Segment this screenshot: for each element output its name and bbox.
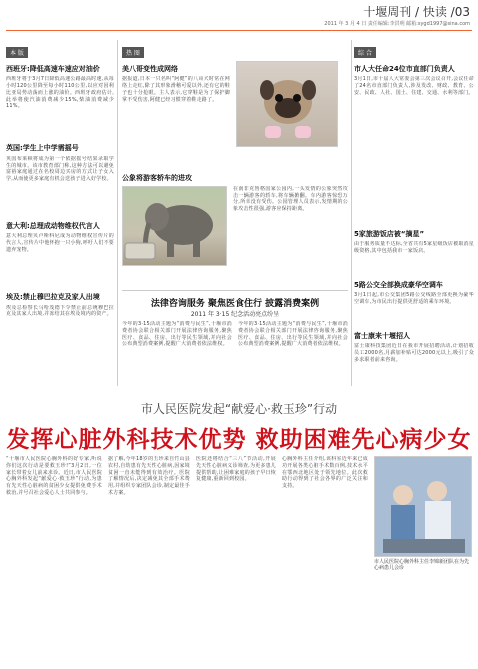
elephant-body: 在南非克鲁格国家公园内,一头发情的公象突然攻击一辆游客的轿车,将车辆掀翻。车内游客惊恐万分,所幸没有受伤。公园管理人员表示,发情期的公象攻击性很强,游客应保持距离。 — [233, 185, 348, 213]
feature-column — [122, 40, 348, 348]
article-headline: 西班牙:降低高速车速应对油价 — [6, 65, 100, 73]
dog-body: 据报道,日本一只名叫“阿健”的八哥犬时常在网络上走红,除了其形象滑稽可爱以外,还有它的鞋子也十分抢眼。主人表示,它穿鞋是为了保护脚掌不受伤害,阿健已经习惯穿着鞋走路了。 — [122, 76, 230, 103]
local-news-column — [354, 40, 474, 383]
bottom-column — [6, 456, 102, 661]
article-headline: 英国:学生上中学需摇号 — [6, 144, 79, 153]
column-divider — [117, 40, 118, 386]
bottom-body: “十堰市人民医院心胸外科的好专家,听说你们这次行动是要救玉珍!”3月2日,一位家长带着女儿前来求诊。近日,市人民医院心胸外科发起“献爱心·救玉珍”行动,为患有先天性心脏病的贫困少女提供免费手术救治,并号召社会爱心人士共同参与。 — [6, 456, 102, 496]
article-body: 意大利总理贝卢斯科尼成为动物维权宣传片的代言人,宣传片中他怀抱一只小狗,呼吁人们不要遗弃宠物。 — [6, 233, 114, 253]
bottom-column — [196, 456, 276, 661]
bottom-body: 据了解,今年18岁的玉珍来自竹山县农村,自幼患有先天性心脏病,因家境贫困一直未能得到有效治疗。医院了解情况后,决定减免其全部手术费用,并组织专家团队会诊,制定最佳手术方案。 — [108, 456, 190, 496]
article-body: 西班牙将于3月7日降低高速公路最高时速,从每小时120公里降至每小时110公里,以应对因利比亚局势动荡而上涨的油价。西班牙政府估计,此举将使汽油消费减少15%,柴油消费减少11%。 — [6, 76, 114, 110]
section-divider — [122, 290, 348, 291]
world-news-column — [6, 40, 114, 353]
article-headline: 5家旅游饭店被“摘星” — [354, 230, 425, 238]
photo-caption: 市人民医院心胸外科主任李锦新团队在为先心病患儿会诊 — [374, 559, 470, 571]
issue-title: 十堰周刊 / 快读 /03 — [363, 5, 470, 19]
header-rule — [6, 30, 472, 31]
section-tag: 热 图 — [122, 47, 144, 58]
article-headline: 富士康来十堰招人 — [354, 332, 410, 340]
article-body: 由于服务质量不达标,全省共有5家星级饭店被取消星级资格,其中包括我市一家饭店。 — [354, 241, 474, 254]
banner-headline: 发挥心脏外科技术优势 救助困难先心病少女 — [6, 426, 472, 453]
article-headline: 埃及:禁止穆巴拉克及家人出境 — [6, 293, 100, 302]
section-tag: 本 版 — [6, 47, 28, 58]
article-body: 埃及总检察长马哈茂德下令禁止前总统穆巴拉克及其家人出境,并冻结其在埃及境内的资产。 — [6, 304, 114, 318]
bottom-body: 医院还将结合“三八”节活动,开展先天性心脏病义诊筛查,为更多患儿提供帮助,让困难家庭的孩子早日恢复健康,重新回到校园。 — [196, 456, 276, 483]
dog-headline: 美八哥变性成网络 — [122, 65, 178, 73]
surgery-photo — [374, 456, 472, 557]
article-headline: 5路公交全部换成豪华空调车 — [354, 281, 443, 289]
law-body-cont: 今年的3·15活动主题为“消费与民生”,十堰市消费者协会联合相关部门开展法律咨询服务,聚焦医疗、食品、住房、出行等民生领域,并向社会公布典型消费案例,提醒广大消费者依法维权。 — [238, 321, 348, 348]
bottom-photo-column — [374, 456, 472, 571]
article-headline: 意大利:总理成动物维权代言人 — [6, 221, 100, 230]
article-body: 3月1日起,市公交集团5路公交线路全部更换为豪华空调车,为市民出行提供更舒适的乘车环境。 — [354, 292, 474, 305]
law-headline: 法律咨询服务 聚焦医食住行 披露消费案例 — [150, 299, 320, 309]
column-divider — [351, 40, 352, 386]
article-headline: 市人大任命24位市直部门负责人 — [354, 65, 455, 73]
article-body: 富士康科技集团近日在我市开展招聘活动,计划招收员工2000名,月薪加补贴可达2000元以上,吸引了众多求职者前来咨询。 — [354, 343, 474, 363]
law-subheadline: 2011 年 3·15 纪念活动亮点纷呈 — [190, 311, 280, 318]
elephant-photo — [122, 186, 227, 266]
section-tag: 综 合 — [354, 47, 376, 58]
bottom-body: 心胸外科主任介绍,该科室近年来已成功开展各类心脏手术数百例,技术水平在鄂西北地区处于领先地位。此次救助行动得到了社会各界的广泛关注和支持。 — [282, 456, 368, 489]
feature-banner — [6, 393, 472, 453]
bottom-column — [282, 456, 368, 661]
law-body: 今年的3·15活动主题为“消费与民生”,十堰市消费者协会联合相关部门开展法律咨询服务,聚焦医疗、食品、住房、出行等民生领域,并向社会公布典型消费案例,提醒广大消费者依法维权。 — [122, 321, 232, 348]
banner-kicker: 市人民医院发起“献爱心·救玉珍”行动 — [140, 402, 338, 416]
dog-photo — [236, 61, 338, 147]
elephant-headline: 公象将游客轿车的进攻 — [122, 174, 192, 183]
issue-info: 2011 年 3 月 4 日 责任编辑:李洪明 邮箱:sygd1997@sina.com — [324, 21, 470, 27]
article-body: 英国布莱顿将成为第一个依据摇号结果录取学生的城市。该市教育部门称,这种方法可以避免富裕家庭通过在名校周边买房的方式让子女入学,从而使更多家庭有机会送孩子进入好学校。 — [6, 155, 114, 183]
bottom-column — [108, 456, 190, 661]
masthead — [0, 0, 478, 34]
article-body: 3月1日,市十届人大常委会第三次会议召开,会议任命了24名市直部门负责人,涉及发改、财政、教育、公安、民政、人社、国土、住建、交通、水利等部门。 — [354, 76, 474, 96]
